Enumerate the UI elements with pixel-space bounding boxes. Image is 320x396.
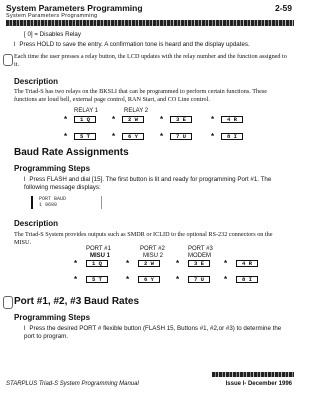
port-step-1-text: Press the desired PORT # flexible button (FLASH 15, Buttons #1, #2,or #3) to determine the port to program. [24, 325, 282, 340]
baud-step-1-text: Press FLASH and dial [15]. The first button is lit and ready for programming Port #1. The following message displays: [24, 176, 272, 191]
baud-step-1: l Press FLASH and dial [15]. The first button is lit and ready for programming Port #1. The following message displays: [24, 176, 272, 191]
info-icon [3, 54, 13, 66]
port-key-2[interactable]: 2 W [138, 260, 160, 267]
port2-sub: MISU 2 [143, 253, 164, 259]
key-star: * [112, 115, 116, 124]
lcd-line-2: 1 9600 [39, 202, 58, 208]
key-star: * [211, 115, 215, 124]
port3-label: PORT #3 [188, 246, 213, 252]
footer-right: Issue l- December 1996 [225, 381, 292, 387]
step-hold-text: Press HOLD to save the entry. A confirmation tone is heard and the display updates. [19, 41, 250, 48]
relay2-label: RELAY 2 [124, 108, 149, 114]
port-key-4[interactable]: 4 R [236, 260, 258, 267]
relay-key-2[interactable]: 2 W [122, 116, 144, 123]
key-star: * [74, 259, 78, 268]
port-key-7[interactable]: 7 U [188, 276, 210, 283]
port-baud-title: Port #1, #2, #3 Baud Rates [14, 296, 140, 307]
key-star: * [64, 132, 68, 141]
baud-rate-title: Baud Rate Assignments [14, 147, 129, 158]
relay-key-7[interactable]: 7 U [170, 133, 192, 140]
lcd-display [31, 196, 102, 209]
key-star: * [64, 115, 68, 124]
port1-label: PORT #1 [86, 246, 111, 252]
port-key-8[interactable]: 8 I [236, 276, 258, 283]
footer-left: STARPLUS Triad-S System Programming Manual [6, 381, 139, 387]
step-hold: l Press HOLD to save the entry. A confirmation tone is heard and the display updates. [14, 41, 250, 48]
relay1-label: RELAY 1 [74, 108, 99, 114]
page-number: 2-59 [274, 3, 292, 13]
key-star: * [126, 259, 130, 268]
key-star: * [176, 259, 180, 268]
port3-sub: MODEM [188, 253, 211, 259]
page-subtitle: System Parameters Programming [6, 13, 98, 19]
lcd-line-1: PORT BAUD [39, 196, 67, 202]
key-star: * [126, 275, 130, 284]
baud-description-text: The Triad-S System provides outputs such as SMDR or ICLID to the optional RS-232 connectors on the MISU. [14, 231, 273, 246]
key-star: * [224, 259, 228, 268]
relay-key-8[interactable]: 8 I [221, 133, 243, 140]
port-key-3[interactable]: 3 E [188, 260, 210, 267]
port-key-5[interactable]: 5 T [86, 276, 108, 283]
relay-key-5[interactable]: 5 T [74, 133, 96, 140]
section-marker-icon [3, 296, 13, 309]
key-star: * [112, 132, 116, 141]
baud-description-heading: Description [14, 219, 59, 228]
relay-description-text: The Triad-S has two relays on the BKSLI that can be programmed to perform certain functions. These functions are loud bell, external page control, RAN Start, and CO Line control. [14, 88, 267, 103]
key-star: * [74, 275, 78, 284]
key-star: * [160, 115, 164, 124]
key-star: * [176, 275, 180, 284]
info-text: Each time the user presses a relay button, the LCD updates with the relay number and the function assigned to it. [14, 53, 287, 68]
port1-sub: MISU 1 [90, 253, 111, 259]
port2-label: PORT #2 [140, 246, 165, 252]
relay-key-3[interactable]: 3 E [170, 116, 192, 123]
key-star: * [224, 275, 228, 284]
relay-description-heading: Description [14, 77, 59, 86]
relay-key-1[interactable]: 1 Q [74, 116, 96, 123]
baud-steps-heading: Programming Steps [14, 164, 91, 173]
port-key-1[interactable]: 1 Q [86, 260, 108, 267]
page-title: System Parameters Programming [6, 3, 143, 13]
key-star: * [211, 132, 215, 141]
footer-band [212, 372, 294, 377]
relay-key-4[interactable]: 4 R [221, 116, 243, 123]
port-steps-heading: Programming Steps [14, 313, 91, 322]
port-step-1: l Press the desired PORT # flexible button (FLASH 15, Buttons #1, #2,or #3) to determine the port to program. [24, 325, 282, 340]
relay-key-6[interactable]: 6 Y [122, 133, 144, 140]
disable-note: [ 0] = Disables Relay [24, 31, 81, 38]
key-star: * [160, 132, 164, 141]
port-key-6[interactable]: 6 Y [138, 276, 160, 283]
header-band [6, 20, 294, 26]
